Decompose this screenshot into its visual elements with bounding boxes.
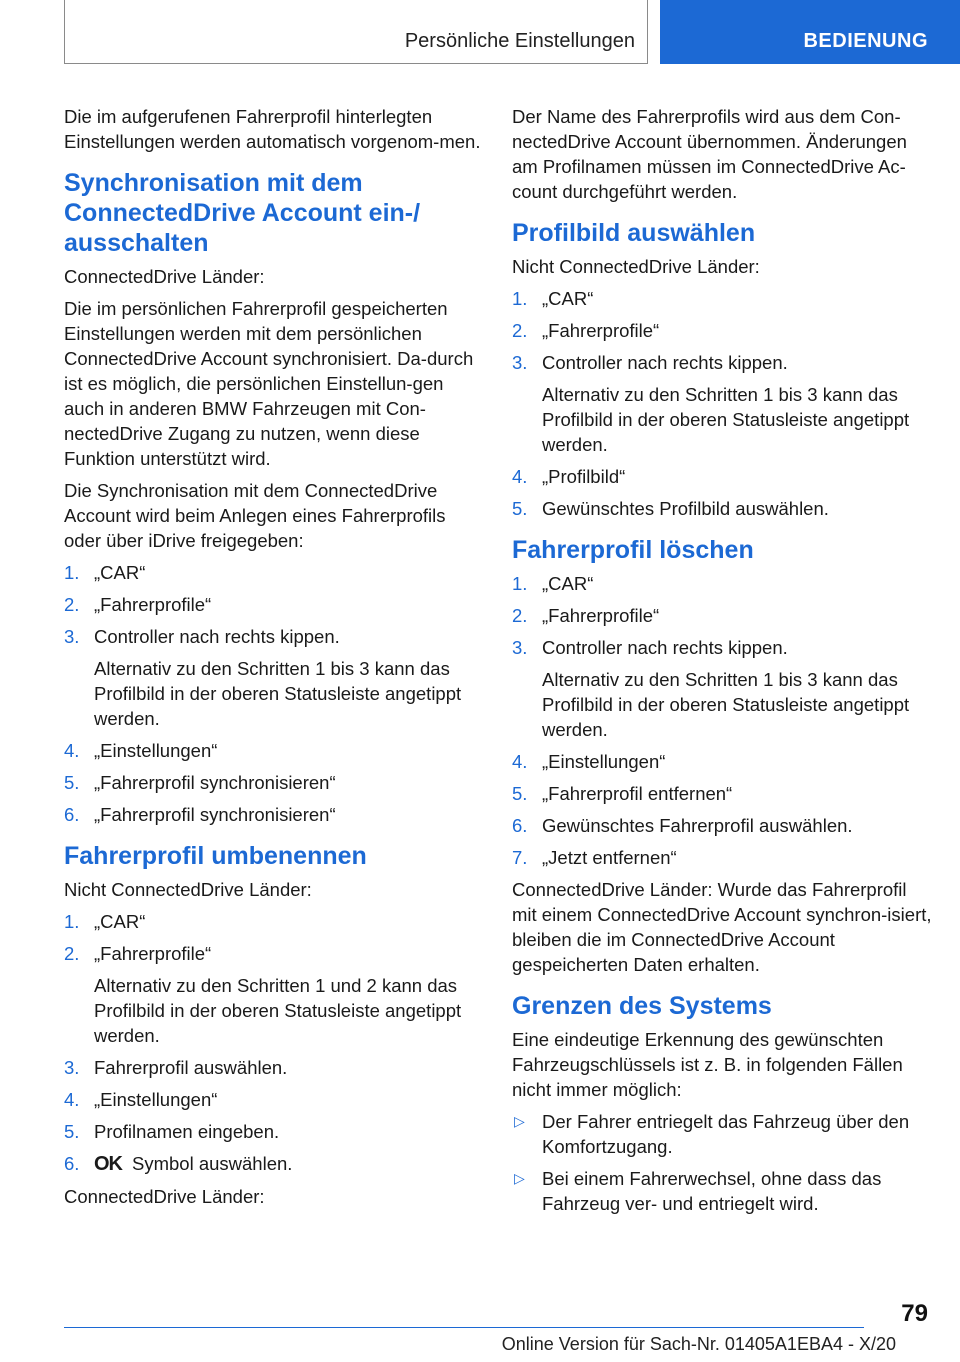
step-number: 6. (64, 1153, 80, 1174)
list-item (64, 770, 482, 795)
step-note: Alternativ zu den Schritten 1 und 2 kann das Profilbild in der oberen Statusleiste angetippt werden. (94, 975, 462, 1046)
bullet-text: Bei einem Fahrerwechsel, ohne dass das Fahrzeug ver- und entriegelt wird. (542, 1168, 882, 1214)
list-item (64, 1119, 482, 1144)
step-number: 2. (512, 320, 528, 341)
step-text: Gewünschtes Fahrerprofil auswählen. (542, 815, 853, 836)
step-number: 3. (512, 637, 528, 658)
list-item (64, 909, 482, 934)
step-text: „Fahrerprofil synchronisieren“ (94, 772, 336, 793)
step-text: „CAR“ (94, 562, 146, 583)
step-text: „Profilbild“ (542, 466, 626, 487)
list-item (512, 318, 932, 343)
step-number: 2. (64, 943, 80, 964)
triangle-bullet-icon: ▷ (514, 1113, 525, 1129)
delete-steps (512, 571, 932, 870)
step-text: „Einstellungen“ (94, 740, 218, 761)
list-item (512, 781, 932, 806)
step-number: 3. (64, 626, 80, 647)
left-column (64, 104, 482, 1216)
picture-p1: Nicht ConnectedDrive Länder: (512, 256, 760, 277)
list-item (64, 738, 482, 763)
picture-heading: Profilbild auswählen (512, 219, 756, 247)
list-item (512, 350, 932, 457)
limits-bullets (512, 1109, 932, 1216)
page-number: 79 (901, 1300, 928, 1327)
list-item (64, 1055, 482, 1080)
delete-p1: ConnectedDrive Länder: Wurde das Fahrerprofil mit einem ConnectedDrive Account synchron-isiert, bleiben die im ConnectedDrive Account gespeicherten Daten erhalten. (512, 879, 932, 975)
picture-steps (512, 286, 932, 521)
intro-paragraph: Die im aufgerufenen Fahrerprofil hinterlegten Einstellungen werden automatisch vorgenom-men. (64, 106, 481, 152)
list-item (512, 464, 932, 489)
step-note: Alternativ zu den Schritten 1 bis 3 kann das Profilbild in der oberen Statusleiste angetippt werden. (542, 669, 910, 740)
sync-p3: Die Synchronisation mit dem ConnectedDrive Account wird beim Anlegen eines Fahrerprofils oder über iDrive freigegeben: (64, 480, 446, 551)
list-item (64, 624, 482, 731)
step-number: 4. (512, 751, 528, 772)
header-section-tab (660, 0, 960, 64)
sync-steps (64, 560, 482, 827)
step-number: 3. (512, 352, 528, 373)
step-text: Fahrerprofil auswählen. (94, 1057, 288, 1078)
step-number: 4. (64, 1089, 80, 1110)
footer-divider (64, 1327, 864, 1328)
step-note: Alternativ zu den Schritten 1 bis 3 kann das Profilbild in der oberen Statusleiste angetippt werden. (542, 384, 910, 455)
step-text: „Fahrerprofile“ (542, 320, 660, 341)
rename-p2: ConnectedDrive Länder: (64, 1186, 265, 1207)
delete-heading: Fahrerprofil löschen (512, 536, 754, 564)
section-title: BEDIENUNG (803, 30, 928, 52)
sync-heading: Synchronisation mit dem ConnectedDrive Account ein-/ ausschalten (64, 169, 421, 257)
step-text: „Fahrerprofil synchronisieren“ (94, 804, 336, 825)
list-item (512, 571, 932, 596)
step-number: 6. (512, 815, 528, 836)
step-text: „Fahrerprofile“ (94, 594, 212, 615)
rename-steps (64, 909, 482, 1177)
list-item (64, 560, 482, 585)
step-number: 4. (64, 740, 80, 761)
list-item (512, 749, 932, 774)
step-number: 5. (512, 498, 528, 519)
step-text: „CAR“ (94, 911, 146, 932)
step-number: 1. (512, 288, 528, 309)
step-text: „Jetzt entfernen“ (542, 847, 677, 868)
list-item (512, 813, 932, 838)
list-item (512, 845, 932, 870)
rename-heading: Fahrerprofil umbenennen (64, 842, 367, 870)
step-number: 1. (64, 562, 80, 583)
step-text: „CAR“ (542, 288, 594, 309)
step-number: 2. (512, 605, 528, 626)
step-text: Profilnamen eingeben. (94, 1121, 280, 1142)
list-item (64, 802, 482, 827)
step-text: Controller nach rechts kippen. (94, 626, 340, 647)
limits-heading: Grenzen des Systems (512, 992, 772, 1020)
list-item (512, 603, 932, 628)
list-item (512, 635, 932, 742)
list-item (512, 286, 932, 311)
bullet-item (512, 1109, 932, 1159)
sync-p1: ConnectedDrive Länder: (64, 266, 265, 287)
step-number: 3. (64, 1057, 80, 1078)
right-column (512, 104, 932, 1223)
step-text: „Fahrerprofil entfernen“ (542, 783, 733, 804)
step-text: Gewünschtes Profilbild auswählen. (542, 498, 829, 519)
step-number: 2. (64, 594, 80, 615)
step-text: „Einstellungen“ (94, 1089, 218, 1110)
step-number: 5. (512, 783, 528, 804)
step-number: 1. (512, 573, 528, 594)
list-item (64, 1151, 482, 1177)
rename-p1: Nicht ConnectedDrive Länder: (64, 879, 312, 900)
header-title-box (64, 0, 648, 64)
right-intro-paragraph: Der Name des Fahrerprofils wird aus dem Con-nectedDrive Account übernommen. Änderungen am Profilnamen müssen im ConnectedDrive Ac-count durchgeführt werden. (512, 106, 907, 202)
list-item (512, 496, 932, 521)
step-number: 5. (64, 772, 80, 793)
step-number: 7. (512, 847, 528, 868)
step-number: 6. (64, 804, 80, 825)
step-number: 5. (64, 1121, 80, 1142)
list-item (64, 1087, 482, 1112)
sync-p2: Die im persönlichen Fahrerprofil gespeicherten Einstellungen werden mit dem persönlichen ConnectedDrive Account synchronisiert. Da-durch ist es möglich, die persönlichen Einstellun-gen auch in anderen BMW Fahrzeugen mit Con-nectedDrive Zugang zu nutzen, wenn diese Funktion unterstützt wird. (64, 298, 474, 469)
footer-version-text: Online Version für Sach-Nr. 01405A1EBA4 - X/20 (501, 1334, 896, 1354)
step-text: „Fahrerprofile“ (542, 605, 660, 626)
step-number: 1. (64, 911, 80, 932)
list-item (64, 941, 482, 1048)
step-text: „Einstellungen“ (542, 751, 666, 772)
bullet-item (512, 1166, 932, 1216)
chapter-title: Persönliche Einstellungen (404, 30, 635, 52)
step-note: Alternativ zu den Schritten 1 bis 3 kann das Profilbild in der oberen Statusleiste angetippt werden. (94, 658, 462, 729)
step-text: Controller nach rechts kippen. (542, 352, 788, 373)
triangle-bullet-icon: ▷ (514, 1170, 525, 1186)
limits-p1: Eine eindeutige Erkennung des gewünschten Fahrzeugschlüssels ist z. B. in folgenden Fällen nicht immer möglich: (512, 1029, 903, 1100)
step-text: „CAR“ (542, 573, 594, 594)
step-text: Controller nach rechts kippen. (542, 637, 788, 658)
list-item (64, 592, 482, 617)
step-number: 4. (512, 466, 528, 487)
step-text: „Fahrerprofile“ (94, 943, 212, 964)
ok-icon: OK (94, 1153, 122, 1175)
bullet-text: Der Fahrer entriegelt das Fahrzeug über den Komfortzugang. (542, 1111, 910, 1157)
step-text: Symbol auswählen. (132, 1153, 293, 1174)
